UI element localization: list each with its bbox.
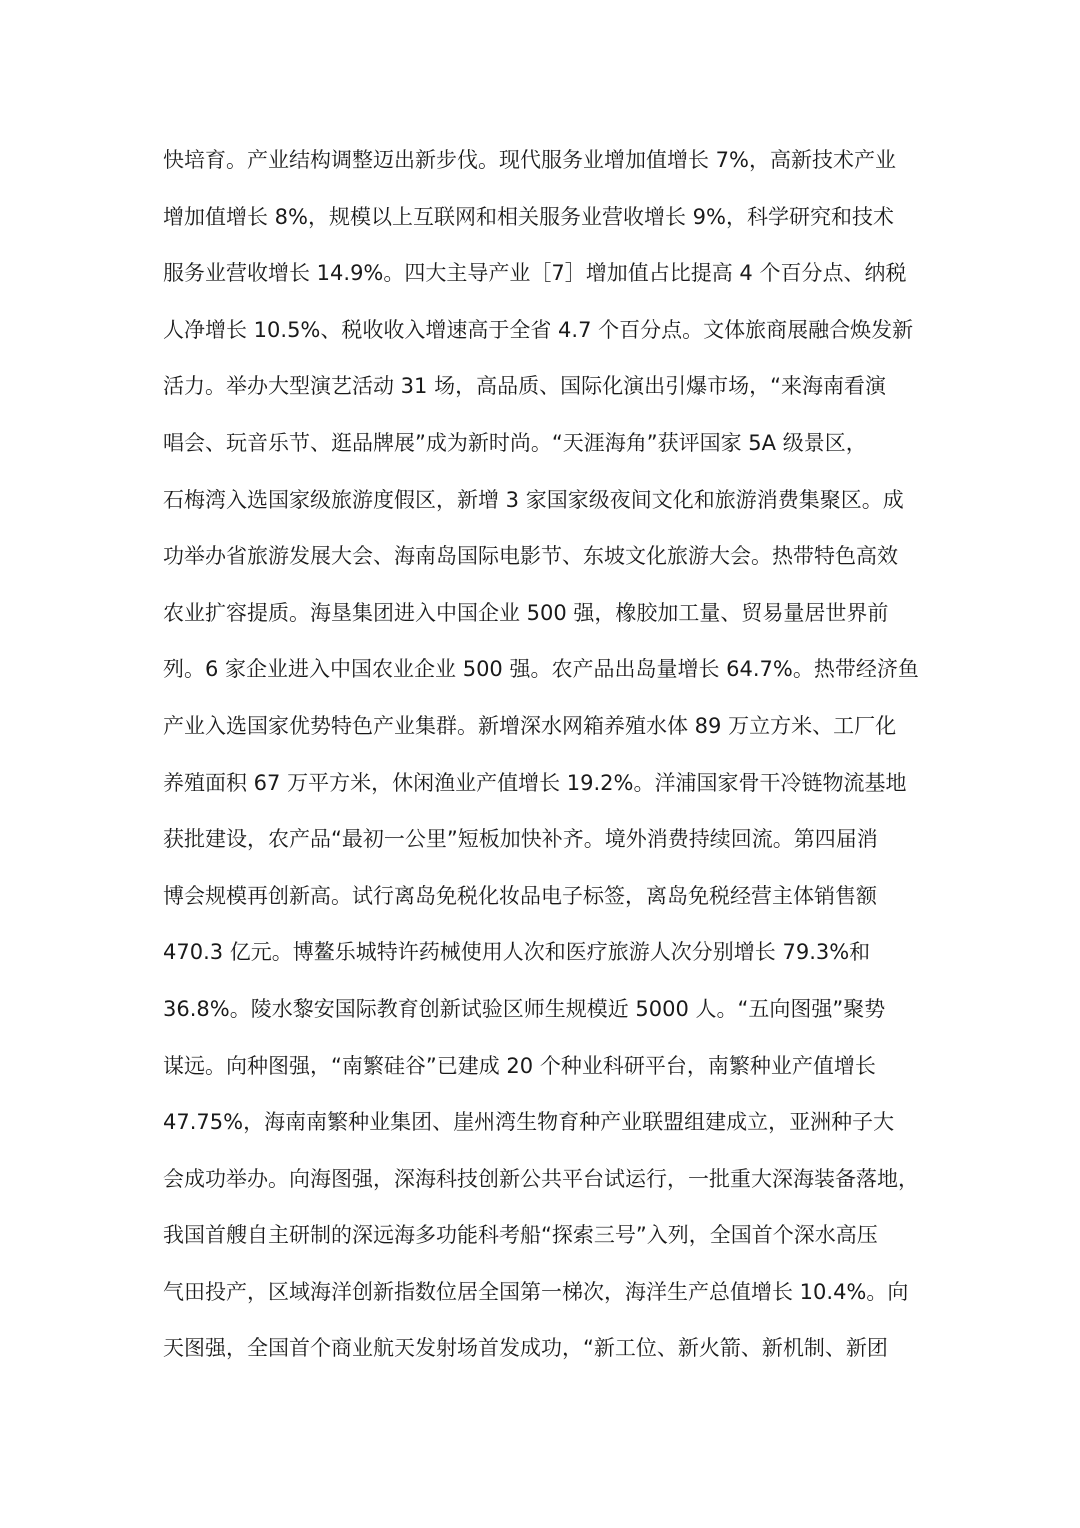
text-line: 产业入选国家优势特色产业集群。新增深水网箱养殖水体 89 万立方米、工厂化: [163, 713, 897, 738]
text-line: 获批建设，农产品“最初一公里”短板加快补齐。境外消费持续回流。第四届消: [163, 827, 878, 852]
text-line: 谋远。向种图强，“南繁硅谷”已建成 20 个种业科研平台，南繁种业产值增长: [163, 1053, 876, 1078]
text-line: 人净增长 10.5%、税收收入增速高于全省 4.7 个百分点。文体旅商展融合焕发新: [163, 317, 914, 342]
text-line: 博会规模再创新高。试行离岛免税化妆品电子标签，离岛免税经营主体销售额: [163, 883, 877, 908]
text-line: 唱会、玩音乐节、逛品牌展”成为新时尚。“天涯海角”获评国家 5A 级景区，: [163, 430, 867, 455]
text-line: 36.8%。陵水黎安国际教育创新试验区师生规模近 5000 人。“五向图强”聚势: [163, 996, 886, 1021]
text-line: 功举办省旅游发展大会、海南岛国际电影节、东坡文化旅游大会。热带特色高效: [163, 544, 898, 569]
text-line: 石梅湾入选国家级旅游度假区，新增 3 家国家级夜间文化和旅游消费集聚区。成: [163, 487, 904, 512]
text-line: 会成功举办。向海图强，深海科技创新公共平台试运行，一批重大深海装备落地，: [163, 1166, 919, 1191]
text-line: 快培育。产业结构调整迈出新步伐。现代服务业增加值增长 7%，高新技术产业: [163, 148, 896, 172]
text-line: 农业扩容提质。海垦集团进入中国企业 500 强，橡胶加工量、贸易量居世界前: [163, 600, 889, 625]
text-line: 天图强，全国首个商业航天发射场首发成功，“新工位、新火箭、新机制、新团: [163, 1336, 888, 1361]
text-line: 我国首艘自主研制的深远海多功能科考船“探索三号”入列，全国首个深水高压: [163, 1223, 878, 1248]
text-line: 增加值增长 8%，规模以上互联网和相关服务业营收增长 9%，科学研究和技术: [163, 204, 894, 229]
body-paragraph: [163, 138, 923, 1383]
text-line: 47.75%，海南南繁种业集团、崖州湾生物育种产业联盟组建成立，亚洲种子大: [163, 1110, 895, 1135]
text-line: 养殖面积 67 万平方米，休闲渔业产值增长 19.2%。洋浦国家骨干冷链物流基地: [163, 770, 907, 795]
text-line: 服务业营收增长 14.9%。四大主导产业［7］增加值占比提高 4 个百分点、纳税: [163, 261, 907, 286]
text-line: 气田投产，区域海洋创新指数位居全国第一梯次，海洋生产总值增长 10.4%。向: [163, 1279, 909, 1304]
text-line: 470.3 亿元。博鳌乐城特许药械使用人次和医疗旅游人次分别增长 79.3%和: [163, 940, 871, 965]
text-line: 活力。举办大型演艺活动 31 场，高品质、国际化演出引爆市场，“来海南看演: [163, 374, 886, 399]
text-line: 列。6 家企业进入中国农业企业 500 强。农产品出岛量增长 64.7%。热带经济鱼: [163, 657, 919, 682]
